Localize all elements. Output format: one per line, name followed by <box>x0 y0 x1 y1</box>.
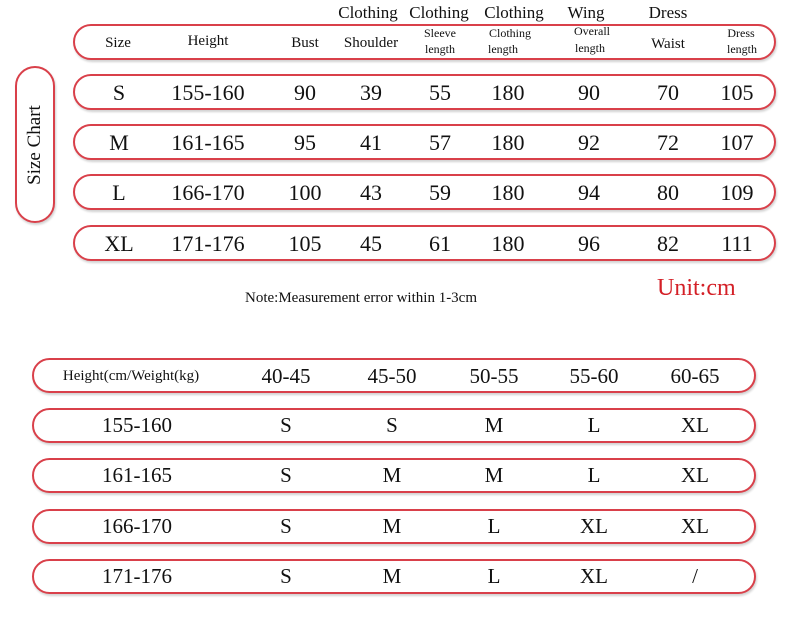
weight-range-2: 45-50 <box>367 364 417 388</box>
header-sleeve-1: Sleeve <box>424 26 456 40</box>
size-chart-cell-sleeve: 57 <box>429 130 451 155</box>
weight-chart-size-cell: L <box>487 564 501 588</box>
weight-chart-size-cell: S <box>280 413 292 437</box>
size-chart-cell-bust: 90 <box>294 80 316 105</box>
size-chart-cell-sleeve: 61 <box>429 231 451 256</box>
weight-range-5: 60-65 <box>670 364 720 388</box>
unit-label: Unit:cm <box>657 275 736 301</box>
size-chart-cell-shoulder: 43 <box>360 180 382 205</box>
header-top-dress: Dress <box>648 3 688 22</box>
weight-chart-size-cell: M <box>484 463 504 487</box>
weight-chart-size-cell: S <box>280 564 292 588</box>
size-chart-cell-bust: 95 <box>294 130 316 155</box>
header-dress-length-1: Dress <box>727 26 755 40</box>
weight-chart-size-cell: M <box>382 514 402 538</box>
size-chart-cell-dress-length: 105 <box>720 80 754 105</box>
size-chart-cell-waist: 82 <box>657 231 679 256</box>
header-sleeve-2: length <box>425 42 455 56</box>
weight-chart-size-cell: XL <box>681 413 709 437</box>
weight-chart-size-cell: XL <box>681 463 709 487</box>
header-clothing-length-1: Clothing <box>488 26 532 40</box>
header-dress-length-2: length <box>727 42 757 56</box>
weight-chart-size-cell: XL <box>580 564 608 588</box>
header-wing-overall: Overall <box>574 24 610 38</box>
size-chart-cell-size: M <box>109 130 129 155</box>
size-chart-cell-height: 171-176 <box>171 231 245 256</box>
size-chart-cell-clothing-length: 180 <box>491 180 525 205</box>
size-chart-cell-shoulder: 41 <box>360 130 382 155</box>
size-chart-cell-wing-length: 92 <box>578 130 600 155</box>
header-waist: Waist <box>651 36 685 52</box>
weight-chart-size-cell: L <box>487 514 501 538</box>
weight-chart-size-cell: M <box>382 463 402 487</box>
header-bust: Bust <box>291 35 319 51</box>
size-chart-cell-dress-length: 107 <box>720 130 754 155</box>
size-chart-cell-sleeve: 55 <box>429 80 451 105</box>
weight-chart-size-cell: L <box>587 463 601 487</box>
weight-chart-height-cell: 166-170 <box>102 514 172 538</box>
weight-chart-size-cell: L <box>587 413 601 437</box>
size-chart-cell-bust: 100 <box>288 180 322 205</box>
size-chart-cell-wing-length: 96 <box>578 231 600 256</box>
size-chart-cell-height: 166-170 <box>171 180 245 205</box>
size-chart-cell-clothing-length: 180 <box>491 80 525 105</box>
header-height: Height <box>187 33 229 49</box>
size-chart-cell-bust: 105 <box>288 231 322 256</box>
size-chart-cell-shoulder: 45 <box>360 231 382 256</box>
header-size: Size <box>105 35 131 51</box>
weight-range-4: 55-60 <box>569 364 619 388</box>
header-top-clothing-3: Clothing <box>484 3 544 22</box>
size-chart-cell-waist: 70 <box>657 80 679 105</box>
size-chart-cell-size: S <box>112 80 126 105</box>
size-chart-cell-wing-length: 94 <box>578 180 600 205</box>
weight-chart-size-cell: / <box>692 564 698 588</box>
size-chart-cell-dress-length: 111 <box>721 231 753 256</box>
size-chart-cell-clothing-length: 180 <box>491 231 525 256</box>
size-chart-cell-sleeve: 59 <box>429 180 451 205</box>
weight-chart-size-cell: S <box>280 514 292 538</box>
weight-range-1: 40-45 <box>261 364 311 388</box>
size-chart-cell-height: 155-160 <box>171 80 245 105</box>
size-chart-cell-dress-length: 109 <box>720 180 754 205</box>
size-chart-cell-waist: 80 <box>657 180 679 205</box>
size-chart-cell-size: L <box>112 180 126 205</box>
weight-chart-height-cell: 171-176 <box>102 564 172 588</box>
size-chart-cell-height: 161-165 <box>171 130 245 155</box>
header-wing-length: length <box>575 41 605 55</box>
header-top-wing: Wing <box>567 3 605 22</box>
weight-chart-size-cell: M <box>484 413 504 437</box>
weight-chart-size-cell: XL <box>681 514 709 538</box>
weight-chart-size-cell: XL <box>580 514 608 538</box>
size-chart-cell-wing-length: 90 <box>578 80 600 105</box>
header-shoulder: Shoulder <box>343 35 399 51</box>
header-top-clothing-1: Clothing <box>338 3 398 22</box>
size-chart-side-label <box>15 66 55 223</box>
header-top-clothing-2: Clothing <box>409 3 469 22</box>
weight-chart-height-cell: 155-160 <box>102 413 172 437</box>
weight-chart-height-cell: 161-165 <box>102 463 172 487</box>
size-chart-cell-clothing-length: 180 <box>491 130 525 155</box>
header-clothing-length-2: length <box>488 42 518 56</box>
weight-chart-size-cell: S <box>386 413 398 437</box>
size-chart-cell-size: XL <box>104 231 134 256</box>
size-chart-title: Size Chart <box>24 104 45 185</box>
weight-range-3: 50-55 <box>469 364 519 388</box>
size-chart-cell-waist: 72 <box>657 130 679 155</box>
weight-chart-size-cell: S <box>280 463 292 487</box>
measurement-note: Note:Measurement error within 1-3cm <box>245 290 478 306</box>
size-chart-cell-shoulder: 39 <box>360 80 382 105</box>
weight-chart-size-cell: M <box>382 564 402 588</box>
weight-chart-header-label: Height(cm/Weight(kg) <box>62 368 200 384</box>
